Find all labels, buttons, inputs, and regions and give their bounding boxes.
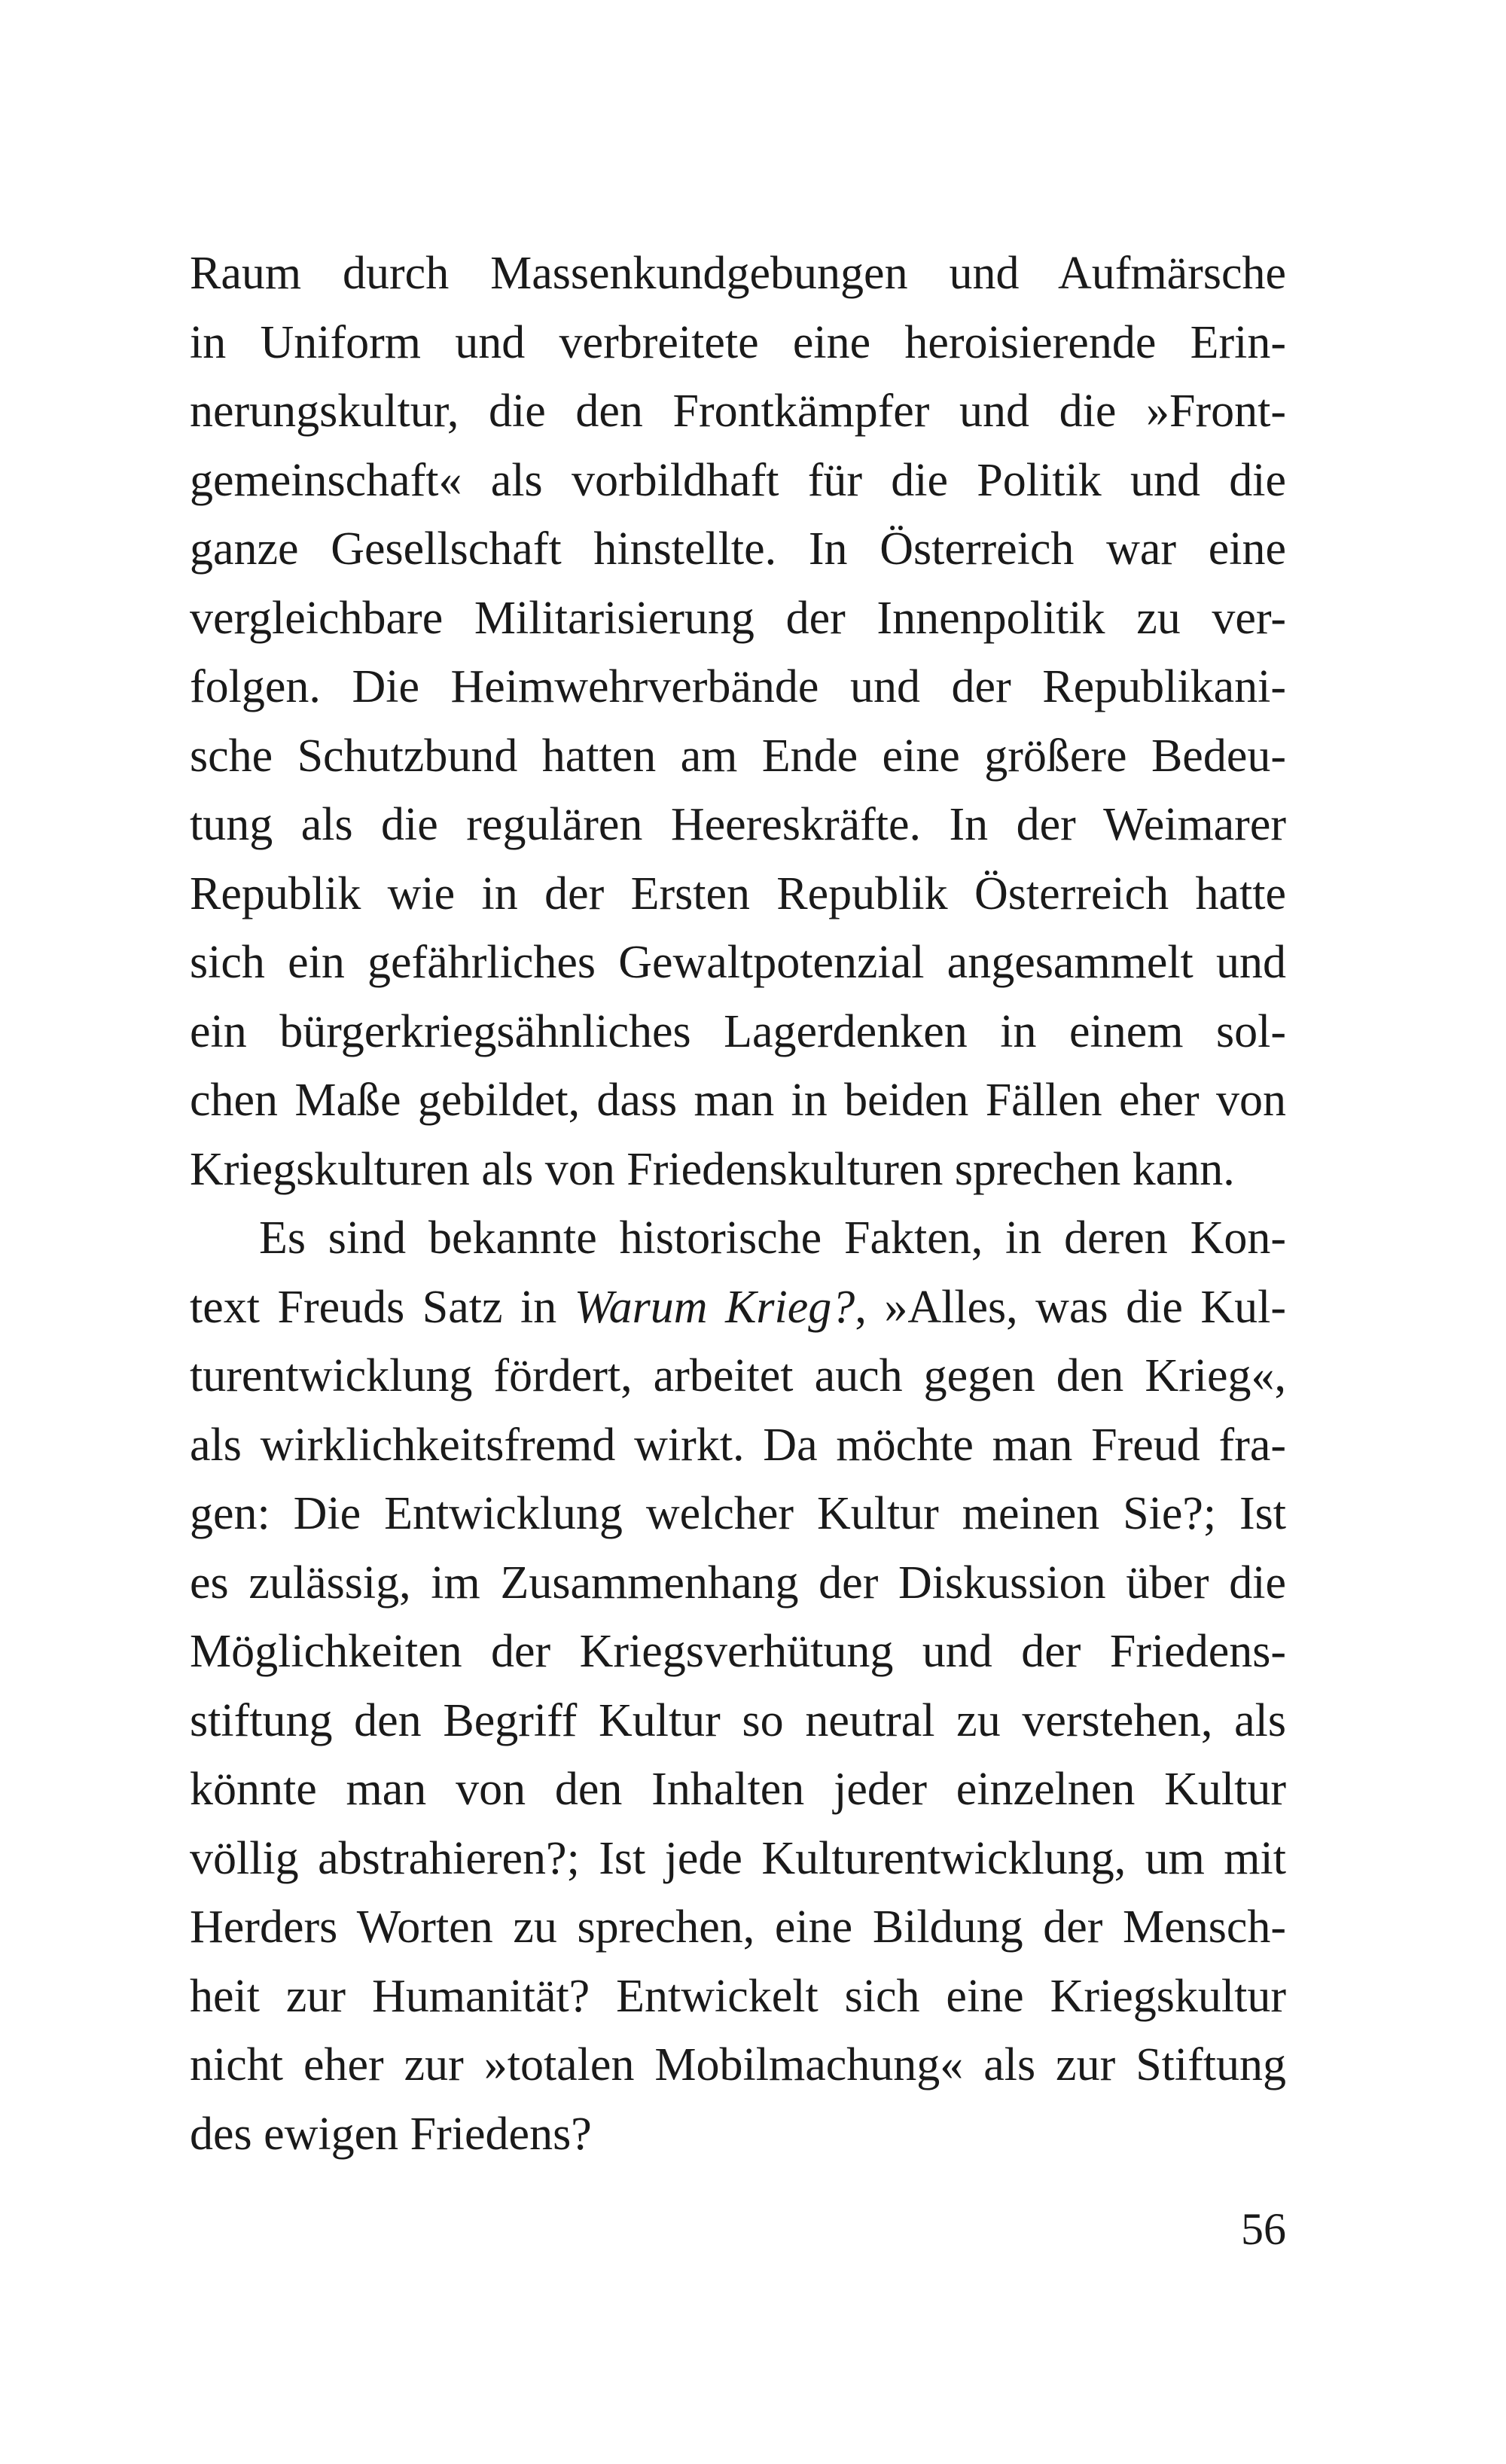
text-line: turentwicklung fördert, arbeitet auch gegen den Krieg«, bbox=[190, 1350, 1286, 1401]
text-line: nerungskultur, die den Frontkämpfer und die »Front- bbox=[190, 386, 1286, 437]
text-line: gemeinschaft« als vorbildhaft für die Politik und die bbox=[190, 454, 1286, 506]
text-line: folgen. Die Heimwehrverbände und der Republikani- bbox=[190, 661, 1286, 712]
text-line: könnte man von den Inhalten jeder einzelnen Kultur bbox=[190, 1764, 1286, 1815]
text-line: vergleichbare Militarisierung der Innenpolitik zu ver- bbox=[190, 592, 1286, 644]
body-text bbox=[190, 239, 1286, 2169]
text-line: des ewigen Friedens? bbox=[190, 2108, 592, 2160]
text-segment: text Freuds Satz in bbox=[190, 1281, 575, 1333]
text-line: chen Maße gebildet, dass man in beiden Fällen eher von bbox=[190, 1075, 1286, 1126]
text-line: Republik wie in der Ersten Republik Österreich hatte bbox=[190, 868, 1286, 919]
text-line: Kriegskulturen als von Friedenskulturen sprechen kann. bbox=[190, 1143, 1235, 1195]
text-line: Möglichkeiten der Kriegsverhütung und der Friedens- bbox=[190, 1626, 1286, 1677]
text-line: nicht eher zur »totalen Mobilmachung« als zur Stiftung bbox=[190, 2039, 1286, 2090]
text-line: Es sind bekannte historische Fakten, in deren Kon- bbox=[259, 1212, 1286, 1264]
text-line: in Uniform und verbreitete eine heroisierende Erin- bbox=[190, 316, 1286, 368]
text-line: gen: Die Entwicklung welcher Kultur meinen Sie?; Ist bbox=[190, 1488, 1286, 1539]
text-line-with-title bbox=[190, 1273, 1286, 1343]
text-line: sich ein gefährliches Gewaltpotenzial angesammelt und bbox=[190, 937, 1286, 988]
text-line: stiftung den Begriff Kultur so neutral zu verstehen, als bbox=[190, 1694, 1286, 1746]
text-line: als wirklichkeitsfremd wirkt. Da möchte man Freud fra- bbox=[190, 1419, 1286, 1471]
page-number: 56 bbox=[1241, 2204, 1286, 2254]
text-line: Raum durch Massenkundgebungen und Aufmärsche bbox=[190, 248, 1286, 299]
text-line: völlig abstrahieren?; Ist jede Kulturentwicklung, um mit bbox=[190, 1832, 1286, 1884]
book-title: Warum Krieg? bbox=[574, 1281, 855, 1333]
text-segment: , »Alles, was die Kul- bbox=[855, 1281, 1286, 1333]
text-line: ganze Gesellschaft hinstellte. In Österreich war eine bbox=[190, 523, 1286, 575]
text-line: es zulässig, im Zusammenhang der Diskussion über die bbox=[190, 1557, 1286, 1609]
text-line: Herders Worten zu sprechen, eine Bildung der Mensch- bbox=[190, 1901, 1286, 1953]
text-line: heit zur Humanität? Entwickelt sich eine Kriegskultur bbox=[190, 1970, 1286, 2022]
text-line: tung als die regulären Heereskräfte. In der Weimarer bbox=[190, 799, 1286, 850]
text-line: sche Schutzbund hatten am Ende eine größere Bedeu- bbox=[190, 730, 1286, 782]
text-line: ein bürgerkriegsähnliches Lagerdenken in einem sol- bbox=[190, 1005, 1286, 1057]
